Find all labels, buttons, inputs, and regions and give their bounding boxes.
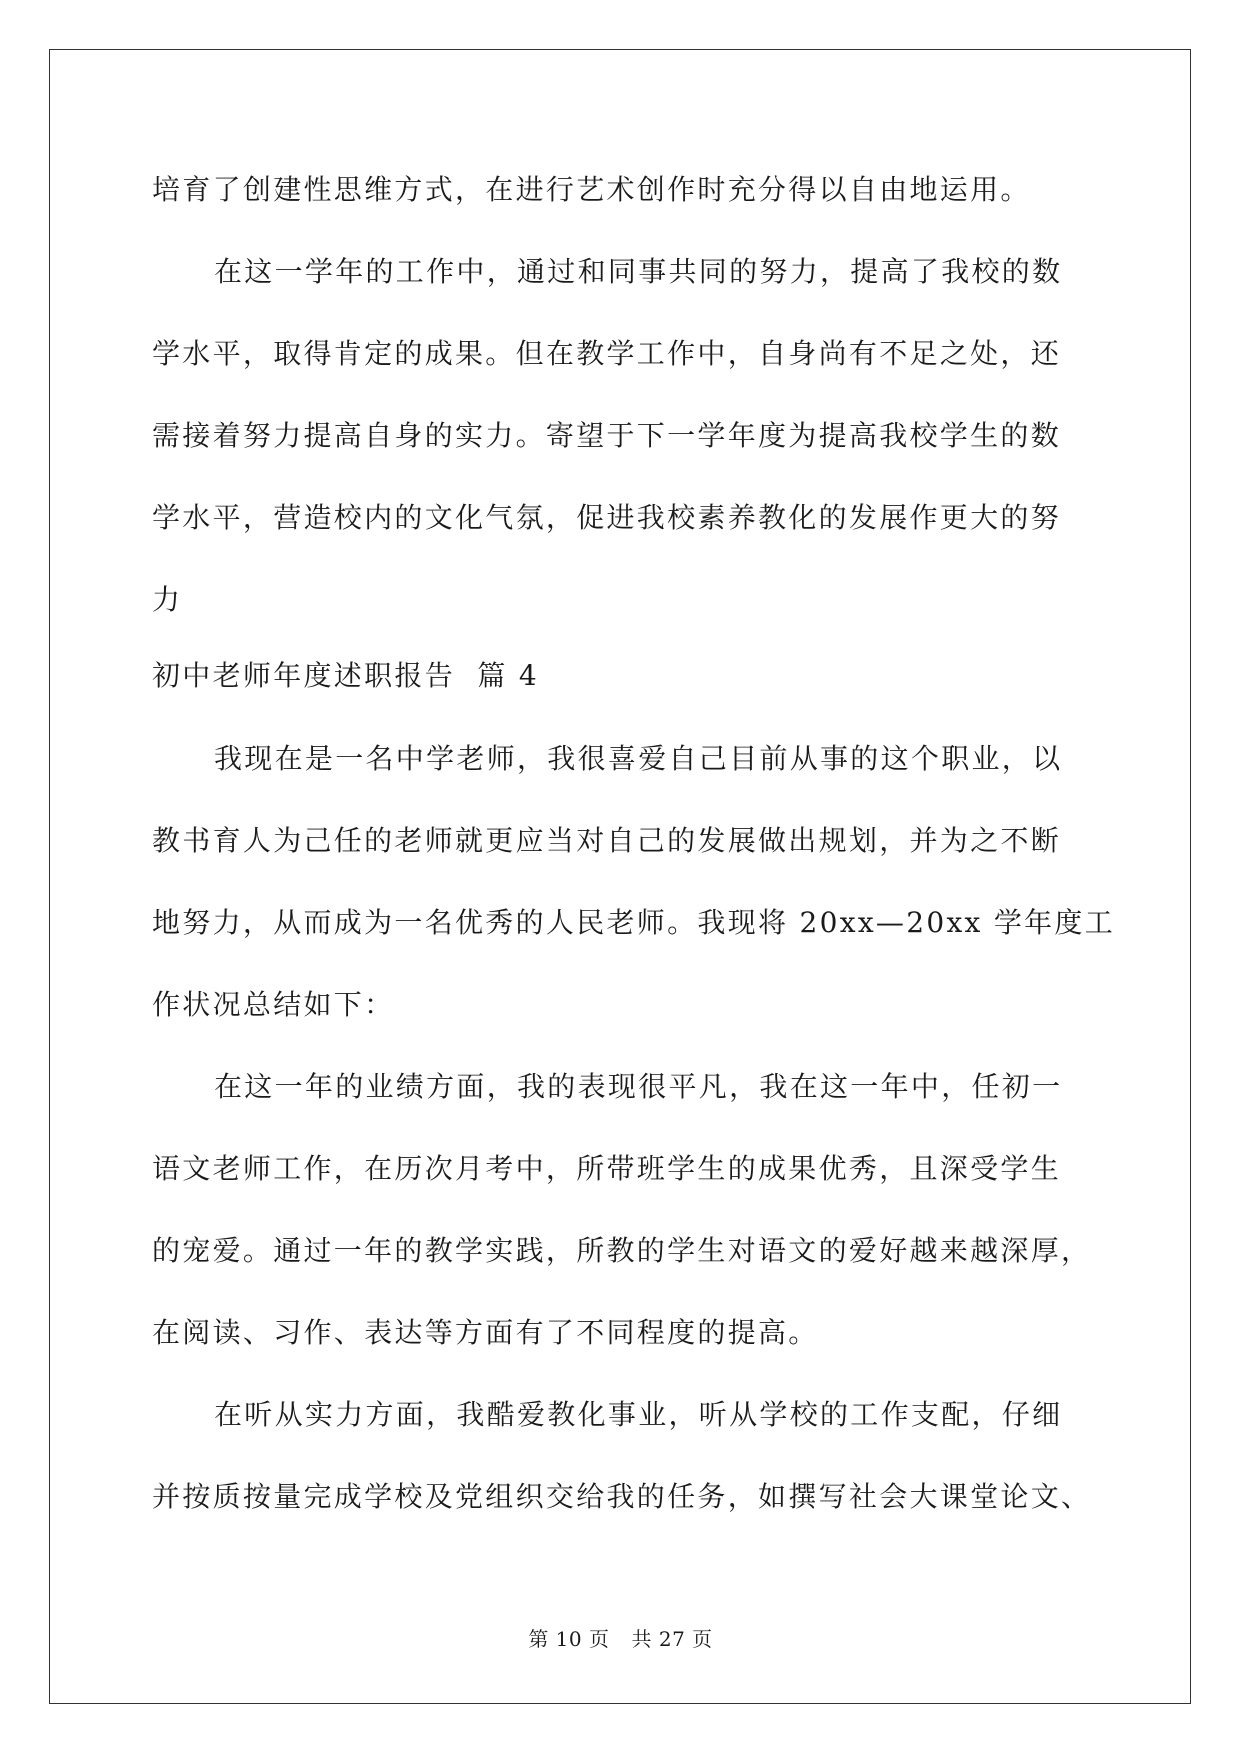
page-border — [49, 49, 1191, 1704]
text-line: 学水平，营造校内的文化气氛，促进我校素养教化的发展作更大的努 — [152, 501, 1062, 534]
section-heading: 初中老师年度述职报告 篇 4 — [152, 659, 540, 692]
text-line: 并按质按量完成学校及党组织交给我的任务，如撰写社会大课堂论文、 — [152, 1480, 1092, 1513]
paragraph-first-line: 在听从实力方面，我酷爱教化事业，听从学校的工作支配，仔细 — [214, 1398, 1063, 1431]
text-line: 的宠爱。通过一年的教学实践，所教的学生对语文的爱好越来越深厚， — [152, 1234, 1092, 1267]
paragraph-first-line: 我现在是一名中学老师，我很喜爱自己目前从事的这个职业，以 — [214, 742, 1063, 775]
text-line: 力 — [152, 583, 183, 616]
total-pages: 共 27 页 — [631, 1627, 713, 1651]
text-line: 语文老师工作，在历次月考中，所带班学生的成果优秀，且深受学生 — [152, 1152, 1062, 1185]
text-line: 学水平，取得肯定的成果。但在教学工作中，自身尚有不足之处，还 — [152, 337, 1062, 370]
page-number: 第 10 页 — [528, 1627, 610, 1651]
text-line: 教书育人为己任的老师就更应当对自己的发展做出规划，并为之不断 — [152, 824, 1062, 857]
text-line: 作状况总结如下： — [152, 988, 395, 1021]
text-line: 培育了创建性思维方式，在进行艺术创作时充分得以自由地运用。 — [152, 173, 1031, 206]
text-line: 地努力，从而成为一名优秀的人民老师。我现将 20xx—20xx 学年度工 — [152, 906, 1116, 939]
text-line: 在阅读、习作、表达等方面有了不同程度的提高。 — [152, 1316, 819, 1349]
paragraph-first-line: 在这一年的业绩方面，我的表现很平凡，我在这一年中，任初一 — [214, 1070, 1063, 1103]
text-line: 需接着努力提高自身的实力。寄望于下一学年度为提高我校学生的数 — [152, 419, 1062, 452]
paragraph-first-line: 在这一学年的工作中，通过和同事共同的努力，提高了我校的数 — [214, 255, 1063, 288]
page-footer — [0, 1626, 1241, 1652]
